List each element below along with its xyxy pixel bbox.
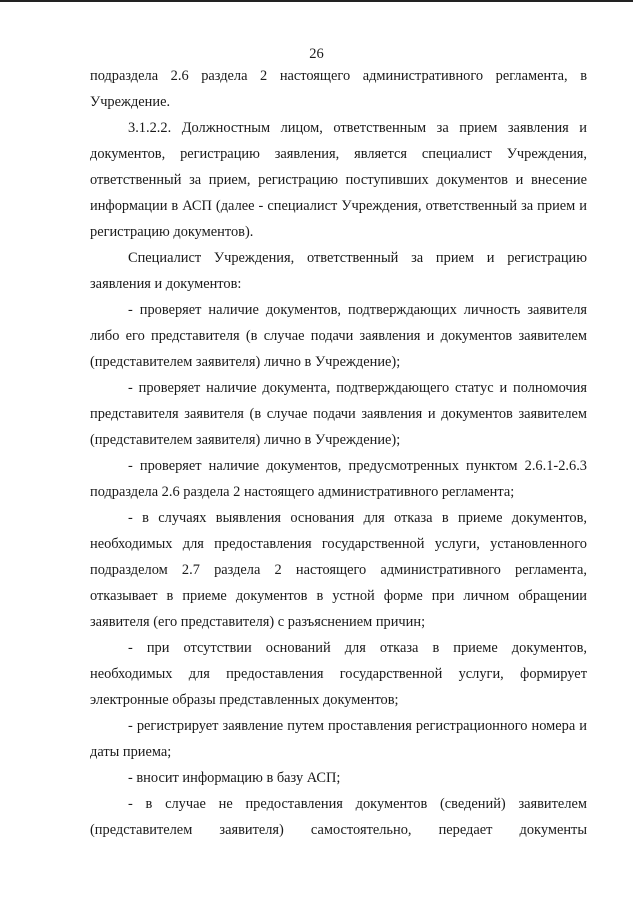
list-item-representative-check: - проверяет наличие документа, подтверждающего статус и полномочия представителя заявителя (в случае подачи заявления и документов заявителем (представителем заявителя) лично в Учреждение); xyxy=(90,380,587,448)
list-item-identity-check: - проверяет наличие документов, подтверждающих личность заявителя либо его представителя (в случае подачи заявления и документов заявителем (представителем заявителя) лично в Учреждение); xyxy=(90,302,587,370)
paragraph-continuation: подраздела 2.6 раздела 2 настоящего административного регламента, в Учреждение. xyxy=(90,68,587,110)
page-number: 26 xyxy=(309,46,324,62)
document-body xyxy=(90,63,587,843)
paragraph-specialist-intro: Специалист Учреждения, ответственный за прием и регистрацию заявления и документов: xyxy=(90,250,587,292)
list-item-documents-check: - проверяет наличие документов, предусмотренных пунктом 2.6.1-2.6.3 подраздела 2.6 раздела 2 настоящего административного регламента; xyxy=(90,458,587,500)
paragraph-3-1-2-2: 3.1.2.2. Должностным лицом, ответственным за прием заявления и документов, регистрацию заявления, является специалист Учреждения, ответственный за прием, регистрацию поступивших документов и внесение информации в АСП (далее - специалист Учреждения, ответственный за прием и регистрацию документов). xyxy=(90,120,587,240)
list-item-database-entry: - вносит информацию в базу АСП; xyxy=(128,770,341,786)
list-item-refusal: - в случаях выявления основания для отказа в приеме документов, необходимых для предоставления государственной услуги, установленного подразделом 2.7 раздела 2 настоящего административного регламента, отказывает в приеме документов в устной форме при личном обращении заявителя (его представителя) с разъяснением причин; xyxy=(90,510,587,630)
list-item-electronic-images: - при отсутствии оснований для отказа в приеме документов, необходимых для предоставления государственной услуги, формирует электронные образы представленных документов; xyxy=(90,640,587,708)
top-edge-line xyxy=(0,0,633,2)
list-item-document-transfer: - в случае не предоставления документов (сведений) заявителем (представителем заявителя) самостоятельно, передает документы xyxy=(90,796,587,838)
list-item-registration: - регистрирует заявление путем проставления регистрационного номера и даты приема; xyxy=(90,718,587,760)
